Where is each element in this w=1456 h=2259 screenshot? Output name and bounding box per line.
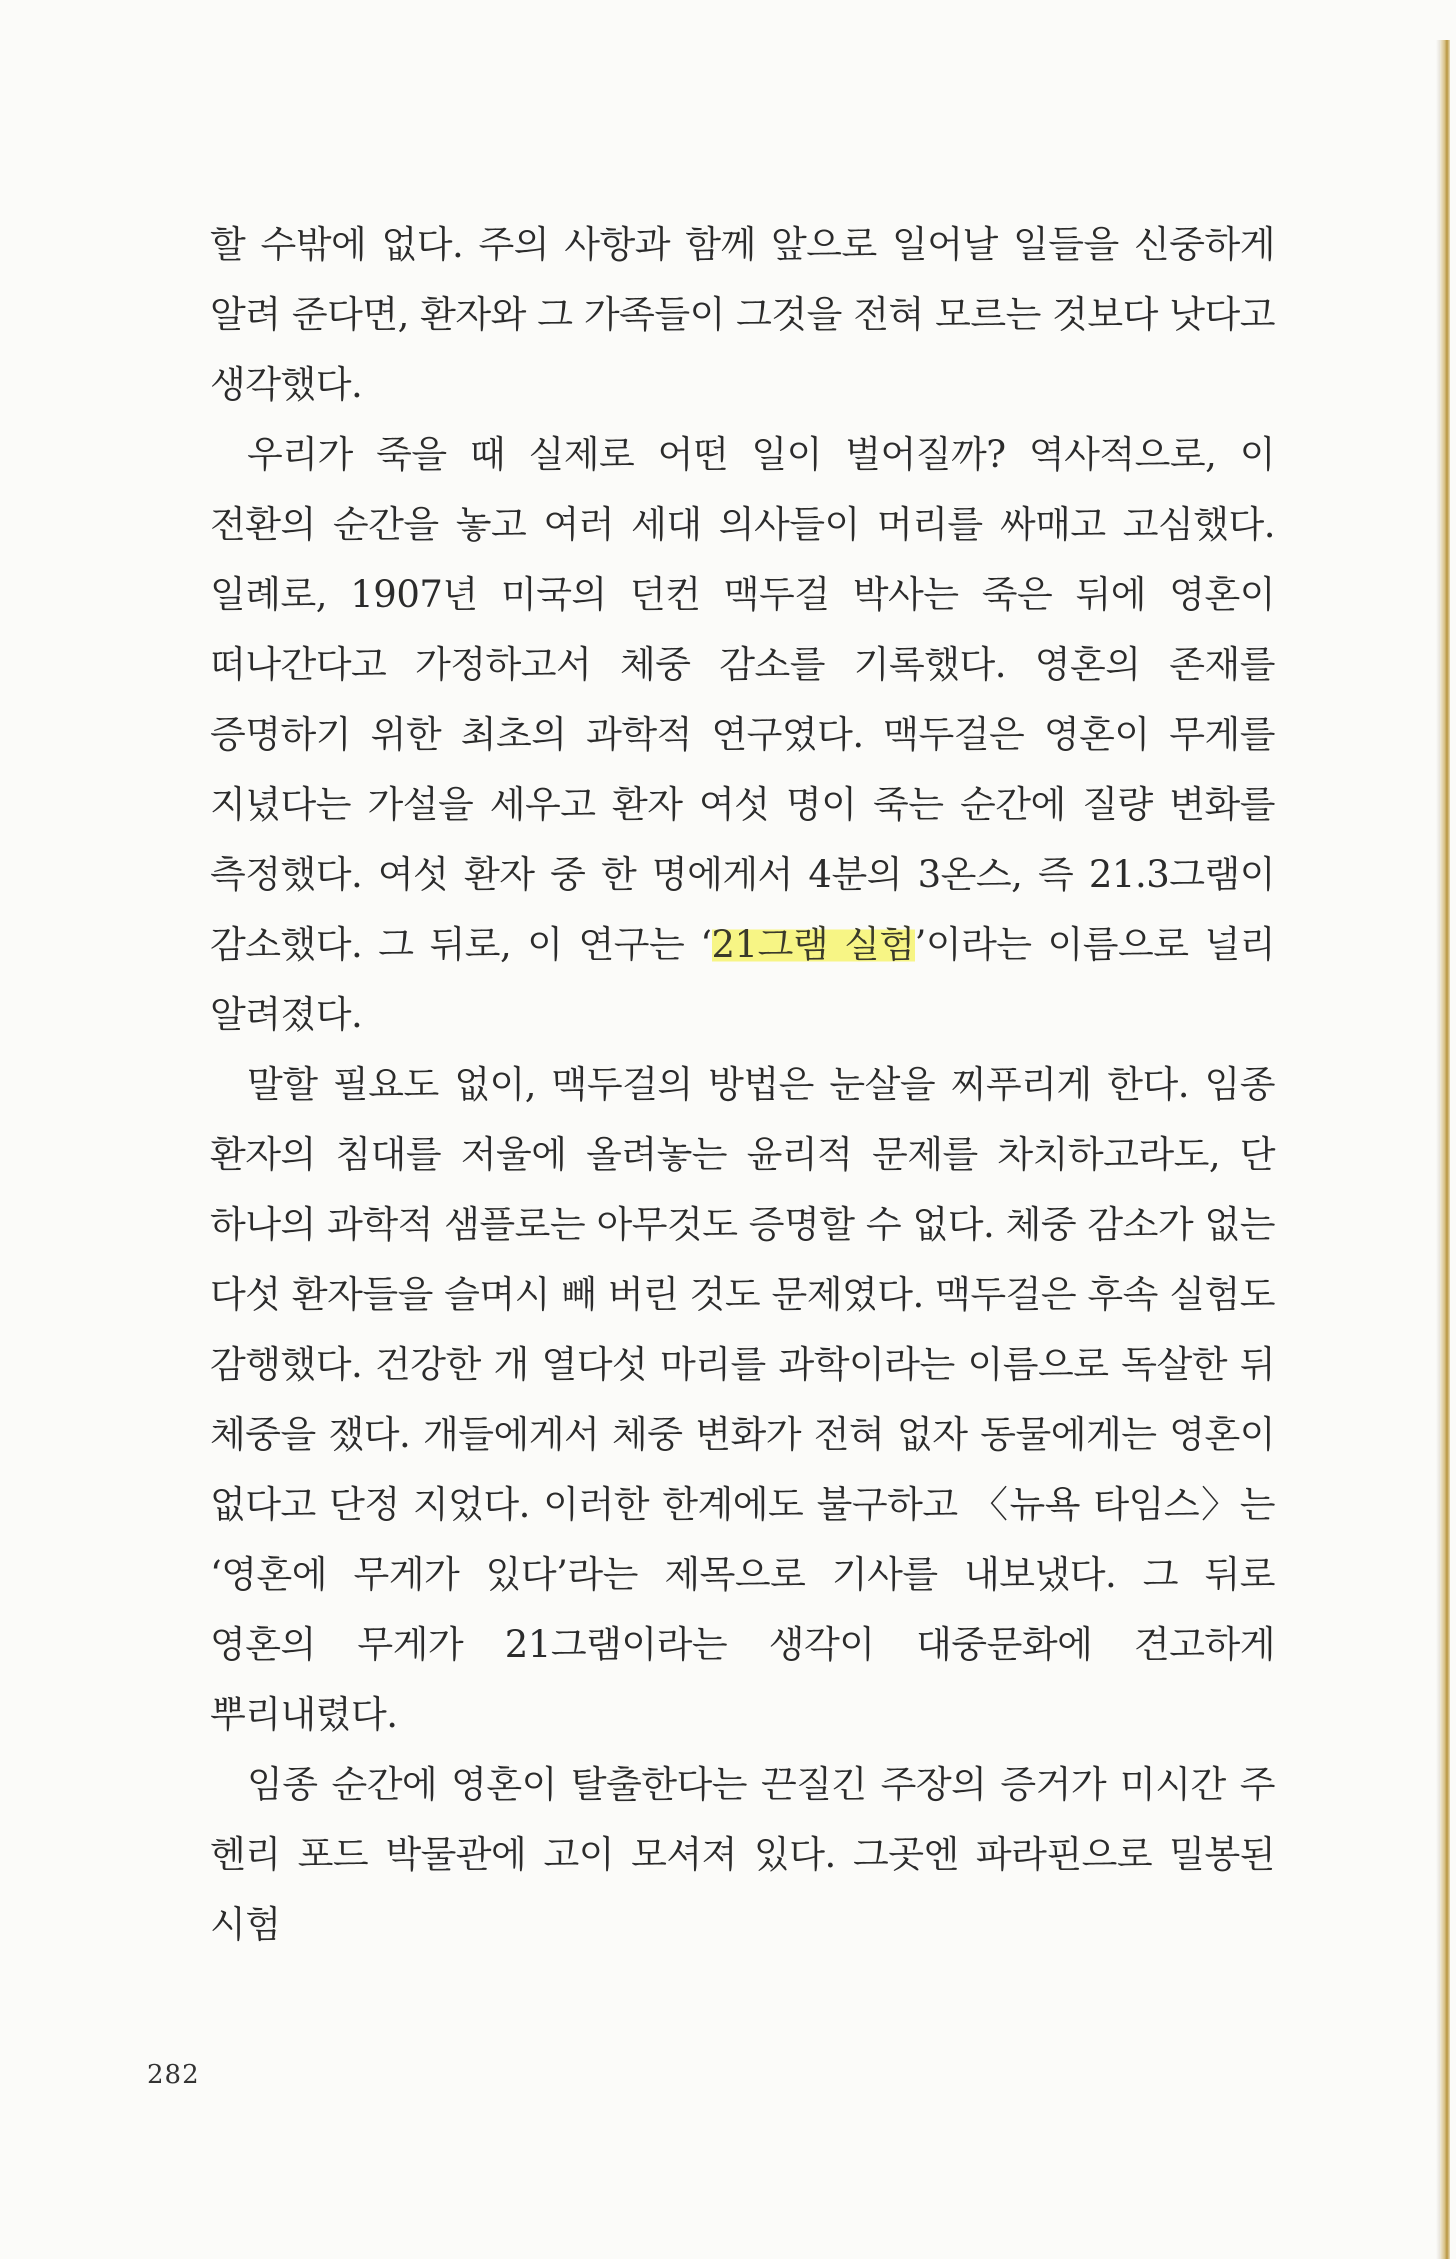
paragraph-2-text: 우리가 죽을 때 실제로 어떤 일이 벌어질까? 역사적으로, 이 전환의 순간을 놓고 여러 세대 의사들이 머리를 싸매고 고심했다. 일례로, 1907년 미국의 던컨 맥두걸 박사는 죽은 뒤에 영혼이 떠나간다고 가정하고서 체중 감소를 기록했다. 영혼의 존재를 증명하기 위한 최초의 과학적 연구였다. 맥두걸은 영혼이 무게를 지녔다는 가설을 세우고 환자 여섯 명이 죽는 순간에 질량 변화를 측정했다. 여섯 환자 중 한 명에게서 4분의 3온스, 즉 21.3그램이 감소했다. 그 뒤로, 이 연구는 [210, 433, 1275, 966]
paragraph-3: 말할 필요도 없이, 맥두걸의 방법은 눈살을 찌푸리게 한다. 임종 환자의 침대를 저울에 올려놓는 윤리적 문제를 차치하고라도, 단 하나의 과학적 샘플로는 아무것도 증명할 수 없다. 체중 감소가 없는 다섯 환자들을 슬며시 빼 버린 것도 문제였다. 맥두걸은 후속 실험도 감행했다. 건강한 개 열다섯 마리를 과학이라는 이름으로 독살한 뒤 체중을 쟀다. 개들에게서 체중 변화가 전혀 없자 동물에게는 영혼이 없다고 단정 지었다. 이러한 한계에도 불구하고 〈뉴욕 타임스〉는 ‘영혼에 무게가 있다’라는 제목으로 기사를 내보냈다. 그 뒤로 영혼의 무게가 21그램이라는 생각이 대중문화에 견고하게 뿌리내렸다. [210, 1063, 1275, 1736]
page-gilded-edge [1440, 40, 1450, 2259]
paragraph-1: 할 수밖에 없다. 주의 사항과 함께 앞으로 일어날 일들을 신중하게 알려 준다면, 환자와 그 가족들이 그것을 전혀 모르는 것보다 낫다고 생각했다. [210, 223, 1275, 406]
paragraph-2 [210, 420, 1275, 1050]
quote-open: ‘ [684, 923, 712, 966]
page-number: 282 [147, 2060, 200, 2090]
paragraph-2-ending: ’이라는 이름으로 널리 알려졌다. [210, 923, 1276, 1036]
body-text [210, 210, 1275, 1960]
highlighted-term: 21그램 실험 [711, 923, 915, 966]
paragraph-4: 임종 순간에 영혼이 탈출한다는 끈질긴 주장의 증거가 미시간 주 헨리 포드 박물관에 고이 모셔져 있다. 그곳엔 파라핀으로 밀봉된 시험 [210, 1763, 1275, 1946]
